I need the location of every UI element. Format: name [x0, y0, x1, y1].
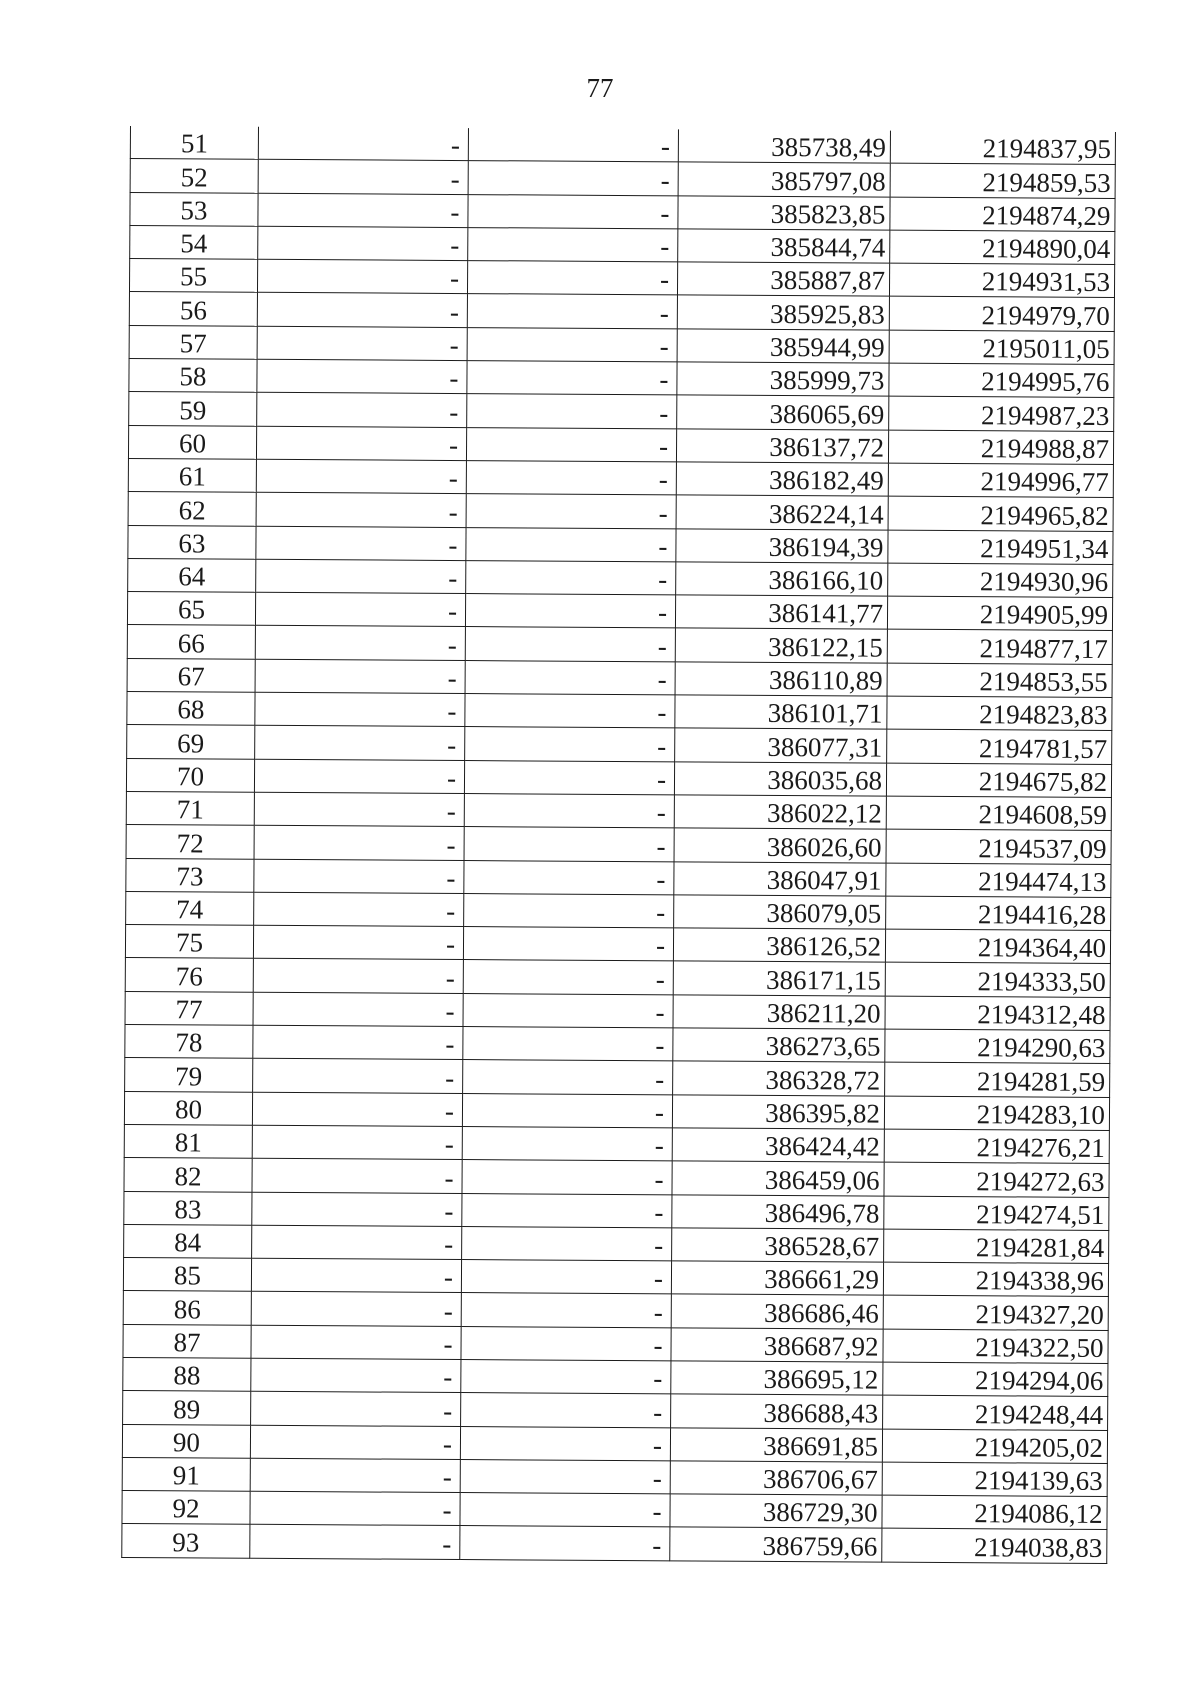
column-a-cell: - [255, 692, 465, 727]
point-number-cell: 64 [128, 558, 256, 592]
point-number-cell: 59 [129, 392, 257, 426]
x-coordinate-cell: 386166,10 [676, 562, 888, 597]
column-a-cell: - [254, 859, 464, 894]
y-coordinate-cell: 2194979,70 [889, 297, 1114, 332]
x-coordinate-cell: 386211,20 [673, 995, 885, 1030]
point-number-cell: 57 [129, 325, 257, 359]
point-number-cell: 69 [127, 725, 255, 759]
x-coordinate-cell: 386171,15 [673, 961, 885, 996]
column-b-cell: - [461, 1293, 671, 1328]
point-number-cell: 74 [126, 891, 254, 925]
column-b-cell: - [466, 494, 676, 529]
column-a-cell: - [258, 127, 468, 161]
y-coordinate-cell: 2194987,23 [889, 397, 1114, 432]
point-number-cell: 63 [128, 525, 256, 559]
column-a-cell: - [253, 925, 463, 960]
column-a-cell: - [251, 1258, 461, 1293]
column-a-cell: - [255, 659, 465, 694]
column-b-cell: - [462, 1126, 672, 1161]
point-number-cell: 93 [122, 1524, 250, 1558]
y-coordinate-cell: 2194965,82 [888, 496, 1113, 531]
y-coordinate-cell: 2194890,04 [890, 230, 1115, 265]
x-coordinate-cell: 386077,31 [675, 728, 887, 763]
point-number-cell: 82 [124, 1158, 252, 1192]
column-b-cell: - [467, 261, 677, 296]
y-coordinate-cell: 2194276,21 [884, 1129, 1109, 1164]
x-coordinate-cell: 386759,66 [670, 1527, 882, 1562]
x-coordinate-cell: 386688,43 [671, 1394, 883, 1429]
column-b-cell: - [468, 227, 678, 262]
x-coordinate-cell: 386101,71 [675, 695, 887, 730]
column-a-cell: - [254, 826, 464, 861]
point-number-cell: 80 [124, 1091, 252, 1125]
column-b-cell: - [465, 660, 675, 695]
coordinates-table [121, 126, 1116, 1564]
column-a-cell: - [255, 726, 465, 761]
point-number-cell: 56 [129, 292, 257, 326]
y-coordinate-cell: 2194474,13 [886, 863, 1111, 898]
column-a-cell: - [256, 493, 466, 528]
column-a-cell: - [255, 592, 465, 627]
y-coordinate-cell: 2194874,29 [890, 197, 1115, 232]
column-b-cell: - [464, 860, 674, 895]
x-coordinate-cell: 386182,49 [676, 462, 888, 497]
column-b-cell: - [468, 194, 678, 229]
column-a-cell: - [257, 326, 467, 361]
x-coordinate-cell: 385887,87 [677, 262, 889, 297]
y-coordinate-cell: 2194416,28 [886, 896, 1111, 931]
point-number-cell: 84 [124, 1224, 252, 1258]
x-coordinate-cell: 385925,83 [677, 295, 889, 330]
column-b-cell: - [462, 1160, 672, 1195]
column-a-cell: - [256, 559, 466, 594]
x-coordinate-cell: 385738,49 [678, 129, 890, 163]
y-coordinate-cell: 2194608,59 [886, 796, 1111, 831]
column-a-cell: - [252, 1225, 462, 1260]
x-coordinate-cell: 386122,15 [675, 628, 887, 663]
column-b-cell: - [462, 1193, 672, 1228]
x-coordinate-cell: 386026,60 [674, 828, 886, 863]
column-b-cell: - [463, 927, 673, 962]
column-b-cell: - [464, 760, 674, 795]
point-number-cell: 73 [126, 858, 254, 892]
point-number-cell: 89 [123, 1391, 251, 1425]
y-coordinate-cell: 2194537,09 [886, 829, 1111, 864]
x-coordinate-cell: 386224,14 [676, 495, 888, 530]
point-number-cell: 67 [127, 658, 255, 692]
y-coordinate-cell: 2194294,06 [883, 1362, 1108, 1397]
column-a-cell: - [256, 526, 466, 561]
column-a-cell: - [250, 1525, 460, 1560]
column-a-cell: - [255, 626, 465, 661]
x-coordinate-cell: 386137,72 [676, 429, 888, 464]
y-coordinate-cell: 2194312,48 [885, 996, 1110, 1031]
point-number-cell: 54 [130, 225, 258, 259]
y-coordinate-cell: 2194951,34 [888, 530, 1113, 565]
x-coordinate-cell: 386691,85 [670, 1427, 882, 1462]
x-coordinate-cell: 386395,82 [672, 1094, 884, 1129]
column-b-cell: - [460, 1526, 670, 1561]
column-a-cell: - [251, 1292, 461, 1327]
y-coordinate-cell: 2194248,44 [883, 1395, 1108, 1430]
point-number-cell: 68 [127, 692, 255, 726]
point-number-cell: 55 [129, 259, 257, 293]
y-coordinate-cell: 2194272,63 [884, 1162, 1109, 1197]
column-b-cell: - [466, 427, 676, 462]
table-row [122, 1524, 1107, 1563]
column-b-cell: - [460, 1493, 670, 1528]
column-a-cell: - [253, 1025, 463, 1060]
column-a-cell: - [251, 1358, 461, 1393]
column-a-cell: - [251, 1392, 461, 1427]
y-coordinate-cell: 2194837,95 [890, 131, 1115, 165]
column-a-cell: - [254, 792, 464, 827]
x-coordinate-cell: 386695,12 [671, 1361, 883, 1396]
point-number-cell: 53 [130, 192, 258, 226]
x-coordinate-cell: 385823,85 [678, 195, 890, 230]
point-number-cell: 81 [124, 1124, 252, 1158]
column-b-cell: - [465, 727, 675, 762]
y-coordinate-cell: 2194675,82 [886, 763, 1111, 798]
x-coordinate-cell: 385944,99 [677, 329, 889, 364]
column-a-cell: - [252, 1092, 462, 1127]
y-coordinate-cell: 2194274,51 [884, 1196, 1109, 1231]
y-coordinate-cell: 2194338,96 [883, 1262, 1108, 1297]
y-coordinate-cell: 2194205,02 [882, 1429, 1107, 1464]
point-number-cell: 60 [128, 425, 256, 459]
y-coordinate-cell: 2194139,63 [882, 1462, 1107, 1497]
column-b-cell: - [465, 694, 675, 729]
column-b-cell: - [462, 1226, 672, 1261]
y-coordinate-cell: 2194781,57 [887, 729, 1112, 764]
point-number-cell: 87 [123, 1324, 251, 1358]
column-a-cell: - [250, 1425, 460, 1460]
y-coordinate-cell: 2194853,55 [887, 663, 1112, 698]
x-coordinate-cell: 386706,67 [670, 1461, 882, 1496]
column-a-cell: - [258, 193, 468, 228]
x-coordinate-cell: 386194,39 [676, 528, 888, 563]
column-a-cell: - [258, 160, 468, 195]
column-b-cell: - [463, 1027, 673, 1062]
column-a-cell: - [252, 1192, 462, 1227]
x-coordinate-cell: 386047,91 [674, 861, 886, 896]
column-b-cell: - [467, 327, 677, 362]
point-number-cell: 85 [123, 1258, 251, 1292]
column-a-cell: - [256, 426, 466, 461]
column-b-cell: - [461, 1360, 671, 1395]
y-coordinate-cell: 2194931,53 [889, 263, 1114, 298]
y-coordinate-cell: 2194930,96 [888, 563, 1113, 598]
column-b-cell: - [460, 1426, 670, 1461]
column-a-cell: - [257, 359, 467, 394]
column-a-cell: - [257, 393, 467, 428]
x-coordinate-cell: 386141,77 [675, 595, 887, 630]
column-b-cell: - [462, 1093, 672, 1128]
point-number-cell: 88 [123, 1357, 251, 1391]
column-b-cell: - [466, 560, 676, 595]
point-number-cell: 58 [129, 359, 257, 393]
point-number-cell: 51 [130, 126, 258, 160]
x-coordinate-cell: 386328,72 [673, 1061, 885, 1096]
y-coordinate-cell: 2194086,12 [882, 1495, 1107, 1530]
x-coordinate-cell: 385797,08 [678, 162, 890, 197]
x-coordinate-cell: 386065,69 [677, 395, 889, 430]
column-a-cell: - [253, 1059, 463, 1094]
point-number-cell: 91 [122, 1457, 250, 1491]
y-coordinate-cell: 2194322,50 [883, 1329, 1108, 1364]
point-number-cell: 62 [128, 492, 256, 526]
column-b-cell: - [464, 793, 674, 828]
point-number-cell: 71 [126, 791, 254, 825]
x-coordinate-cell: 386729,30 [670, 1494, 882, 1529]
y-coordinate-cell: 2194877,17 [887, 630, 1112, 665]
point-number-cell: 72 [126, 825, 254, 859]
point-number-cell: 92 [122, 1491, 250, 1525]
y-coordinate-cell: 2194333,50 [885, 963, 1110, 998]
column-a-cell: - [251, 1325, 461, 1360]
x-coordinate-cell: 386496,78 [672, 1194, 884, 1229]
column-a-cell: - [250, 1491, 460, 1526]
point-number-cell: 66 [127, 625, 255, 659]
y-coordinate-cell: 2194290,63 [885, 1029, 1110, 1064]
y-coordinate-cell: 2195011,05 [889, 330, 1114, 365]
y-coordinate-cell: 2194823,83 [887, 696, 1112, 731]
page-number: 77 [586, 73, 614, 103]
x-coordinate-cell: 385999,73 [677, 362, 889, 397]
x-coordinate-cell: 386424,42 [672, 1128, 884, 1163]
y-coordinate-cell: 2194859,53 [890, 163, 1115, 198]
column-b-cell: - [463, 960, 673, 995]
y-coordinate-cell: 2194988,87 [888, 430, 1113, 465]
column-b-cell: - [464, 827, 674, 862]
column-b-cell: - [465, 594, 675, 629]
column-a-cell: - [250, 1458, 460, 1493]
column-b-cell: - [467, 394, 677, 429]
coordinates-table-body [122, 126, 1116, 1563]
x-coordinate-cell: 386035,68 [674, 761, 886, 796]
column-a-cell: - [253, 992, 463, 1027]
point-number-cell: 90 [122, 1424, 250, 1458]
column-a-cell: - [257, 259, 467, 294]
column-a-cell: - [253, 959, 463, 994]
column-b-cell: - [465, 627, 675, 662]
column-a-cell: - [256, 459, 466, 494]
point-number-cell: 76 [125, 958, 253, 992]
y-coordinate-cell: 2194995,76 [889, 363, 1114, 398]
column-a-cell: - [254, 759, 464, 794]
y-coordinate-cell: 2194283,10 [884, 1096, 1109, 1131]
x-coordinate-cell: 386110,89 [675, 662, 887, 697]
y-coordinate-cell: 2194281,84 [884, 1229, 1109, 1264]
x-coordinate-cell: 386022,12 [674, 795, 886, 830]
x-coordinate-cell: 386459,06 [672, 1161, 884, 1196]
column-a-cell: - [257, 293, 467, 328]
column-b-cell: - [467, 361, 677, 396]
point-number-cell: 75 [125, 925, 253, 959]
point-number-cell: 79 [125, 1058, 253, 1092]
point-number-cell: 70 [126, 758, 254, 792]
y-coordinate-cell: 2194364,40 [885, 929, 1110, 964]
point-number-cell: 61 [128, 458, 256, 492]
column-b-cell: - [463, 1060, 673, 1095]
point-number-cell: 77 [125, 991, 253, 1025]
y-coordinate-cell: 2194281,59 [885, 1062, 1110, 1097]
column-b-cell: - [466, 527, 676, 562]
column-b-cell: - [463, 993, 673, 1028]
x-coordinate-cell: 386079,05 [674, 895, 886, 930]
column-b-cell: - [467, 294, 677, 329]
point-number-cell: 65 [127, 592, 255, 626]
y-coordinate-cell: 2194038,83 [882, 1529, 1107, 1564]
coordinates-table-wrapper [121, 126, 1115, 1564]
x-coordinate-cell: 386687,92 [671, 1328, 883, 1363]
column-b-cell: - [466, 461, 676, 496]
x-coordinate-cell: 386273,65 [673, 1028, 885, 1063]
point-number-cell: 78 [125, 1025, 253, 1059]
column-b-cell: - [461, 1260, 671, 1295]
column-a-cell: - [252, 1125, 462, 1160]
column-b-cell: - [468, 128, 678, 162]
column-b-cell: - [461, 1393, 671, 1428]
column-b-cell: - [461, 1326, 671, 1361]
x-coordinate-cell: 386528,67 [672, 1228, 884, 1263]
column-b-cell: - [464, 893, 674, 928]
column-b-cell: - [468, 161, 678, 196]
y-coordinate-cell: 2194996,77 [888, 463, 1113, 498]
column-a-cell: - [254, 892, 464, 927]
x-coordinate-cell: 386661,29 [671, 1261, 883, 1296]
column-a-cell: - [252, 1158, 462, 1193]
column-a-cell: - [258, 226, 468, 261]
point-number-cell: 52 [130, 159, 258, 193]
x-coordinate-cell: 385844,74 [678, 229, 890, 264]
x-coordinate-cell: 386126,52 [673, 928, 885, 963]
y-coordinate-cell: 2194905,99 [887, 596, 1112, 631]
point-number-cell: 83 [124, 1191, 252, 1225]
column-b-cell: - [460, 1459, 670, 1494]
y-coordinate-cell: 2194327,20 [883, 1296, 1108, 1331]
x-coordinate-cell: 386686,46 [671, 1294, 883, 1329]
point-number-cell: 86 [123, 1291, 251, 1325]
